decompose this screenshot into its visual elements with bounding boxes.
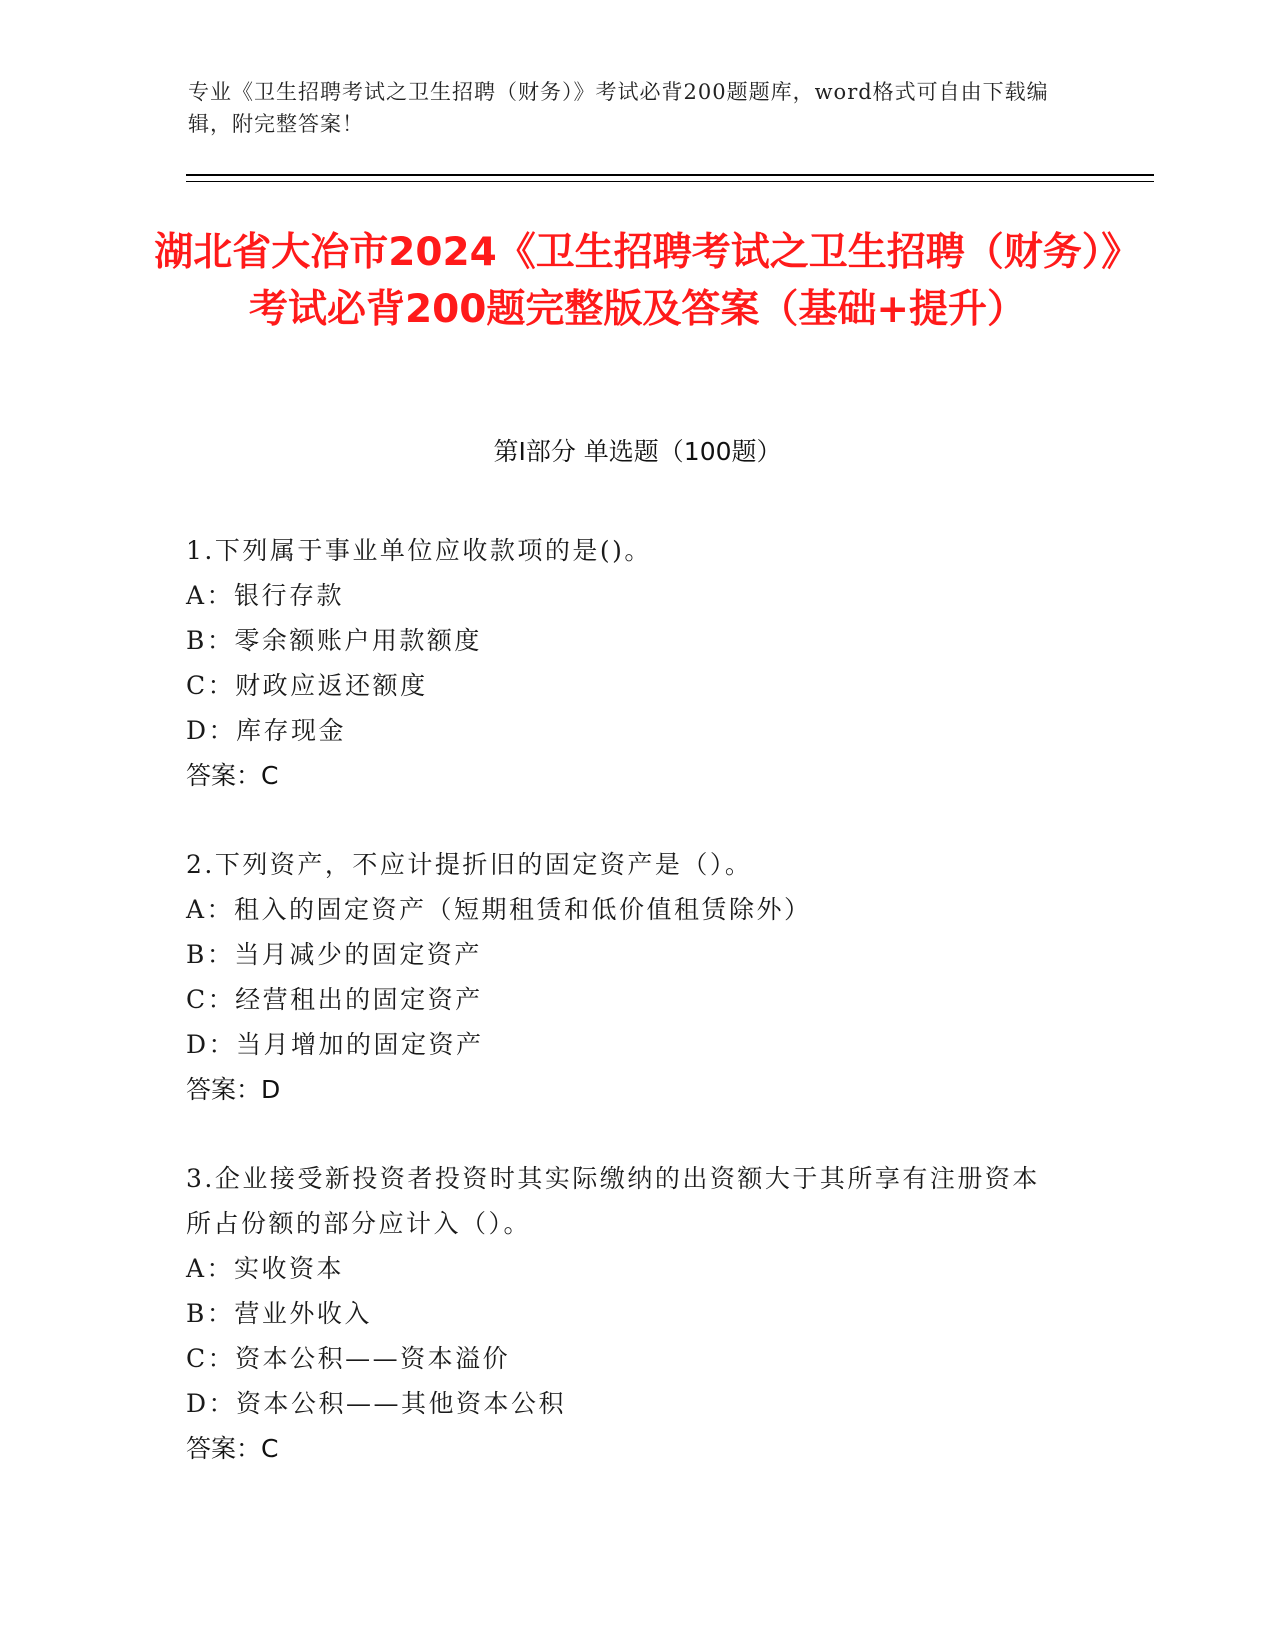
question-stem: 3.企业接受新投资者投资时其实际缴纳的出资额大于其所享有注册资本所占份额的部分应计入（）。 <box>186 1164 1040 1238</box>
option-d: D：当月增加的固定资产 <box>186 1030 484 1059</box>
header-note: 专业《卫生招聘考试之卫生招聘（财务）》考试必背200题题库，word格式可自由下载编辑，附完整答案！ <box>188 80 1049 136</box>
section-title: 第I部分 单选题（100题） <box>493 437 782 466</box>
option-b: B：当月减少的固定资产 <box>186 940 482 969</box>
option-a: A：银行存款 <box>186 581 345 610</box>
option-c: C：经营租出的固定资产 <box>186 985 483 1014</box>
option-c: C：资本公积——资本溢价 <box>186 1344 511 1373</box>
header-rule-thick <box>186 174 1154 176</box>
document-title: 湖北省大冶市2024《卫生招聘考试之卫生招聘（财务）》考试必背200题完整版及答案（基础+提升） <box>154 230 1121 332</box>
option-c: C：财政应返还额度 <box>186 671 428 700</box>
option-b: B：营业外收入 <box>186 1299 372 1328</box>
answer: 答案：C <box>186 1434 279 1463</box>
option-a: A：实收资本 <box>186 1254 345 1283</box>
question-stem: 2.下列资产，不应计提折旧的固定资产是（）。 <box>186 850 753 879</box>
option-a: A：租入的固定资产（短期租赁和低价值租赁除外） <box>186 895 812 924</box>
answer: 答案：C <box>186 761 279 790</box>
question-list <box>186 528 1066 1515</box>
question-3 <box>186 1156 1066 1471</box>
option-d: D：库存现金 <box>186 716 347 745</box>
question-stem: 1.下列属于事业单位应收款项的是()。 <box>186 536 652 565</box>
header-rule-thin <box>186 181 1154 182</box>
option-d: D：资本公积——其他资本公积 <box>186 1389 567 1418</box>
answer: 答案：D <box>186 1075 281 1104</box>
question-1 <box>186 528 1066 798</box>
question-2 <box>186 842 1066 1112</box>
option-b: B：零余额账户用款额度 <box>186 626 482 655</box>
